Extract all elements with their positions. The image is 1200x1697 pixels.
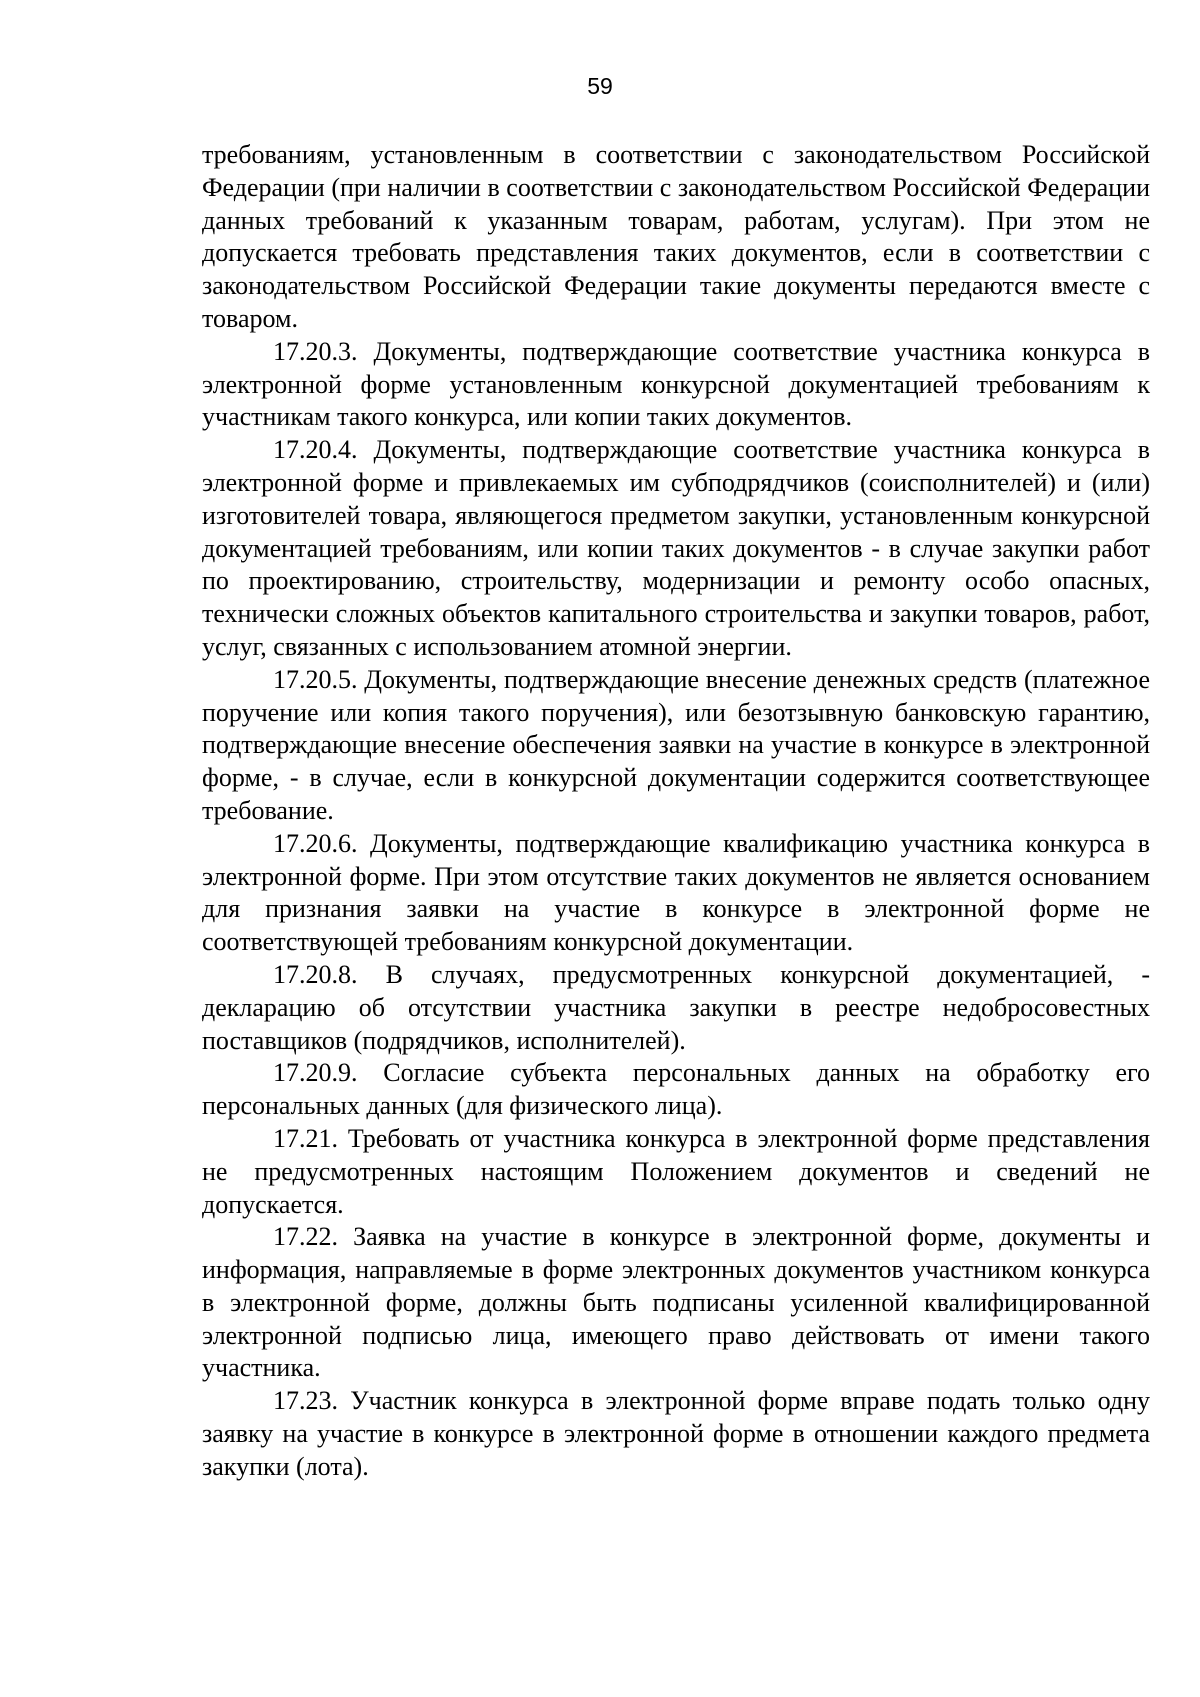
paragraph-17-20-5: 17.20.5. Документы, подтверждающие внесение денежных средств (платежное поручение или копия такого поручения), или безотзывную банковскую гарантию, подтверждающие внесение обеспечения заявки на участие в конкурсе в электронной форме, - в случае, если в конкурсной документации содержится соответствующее требование. [202, 664, 1150, 825]
paragraph-continuation: требованиям, установленным в соответствии с законодательством Российской Федерации (при наличии в соответствии с законодательством Российской Федерации данных требований к указанным товарам, работам, услугам). При этом не допускается требовать представления таких документов, если в соответствии с законодательством Российской Федерации такие документы передаются вместе с товаром. [202, 140, 1150, 333]
document-body [202, 139, 1150, 1484]
paragraph-17-20-4: 17.20.4. Документы, подтверждающие соответствие участника конкурса в электронной форме и привлекаемых им субподрядчиков (соисполнителей) и (или) изготовителей товара, являющегося предметом закупки, установленным конкурсной документацией требованиям, или копии таких документов - в случае закупки работ по проектированию, строительству, модернизации и ремонту особо опасных, технически сложных объектов капитального строительства и закупки товаров, работ, услуг, связанных с использованием атомной энергии. [202, 435, 1150, 661]
paragraph-17-20-3: 17.20.3. Документы, подтверждающие соответствие участника конкурса в электронной форме установленным конкурсной документацией требованиям к участникам такого конкурса, или копии таких документов. [202, 336, 1150, 432]
paragraph-17-23: 17.23. Участник конкурса в электронной форме вправе подать только одну заявку на участие в конкурсе в электронной форме в отношении каждого предмета закупки (лота). [202, 1386, 1150, 1481]
paragraph-17-20-6: 17.20.6. Документы, подтверждающие квалификацию участника конкурса в электронной форме. При этом отсутствие таких документов не является основанием для признания заявки на участие в конкурсе в электронной форме не соответствующей требованиям конкурсной документации. [202, 828, 1150, 957]
paragraph-17-20-9: 17.20.9. Согласие субъекта персональных данных на обработку его персональных данных (для физического лица). [202, 1058, 1150, 1121]
paragraph-17-21: 17.21. Требовать от участника конкурса в электронной форме представления не предусмотренных настоящим Положением документов и сведений не допускается. [202, 1123, 1150, 1219]
page-number: 59 [587, 73, 613, 99]
paragraph-17-22: 17.22. Заявка на участие в конкурсе в электронной форме, документы и информация, направляемые в форме электронных документов участником конкурса в электронной форме, должны быть подписаны усиленной квалифицированной электронной подписью лица, имеющего право действовать от имени такого участника. [202, 1222, 1150, 1383]
paragraph-17-20-8: 17.20.8. В случаях, предусмотренных конкурсной документацией, - декларацию об отсутствии участника закупки в реестре недобросовестных поставщиков (подрядчиков, исполнителей). [202, 959, 1150, 1055]
